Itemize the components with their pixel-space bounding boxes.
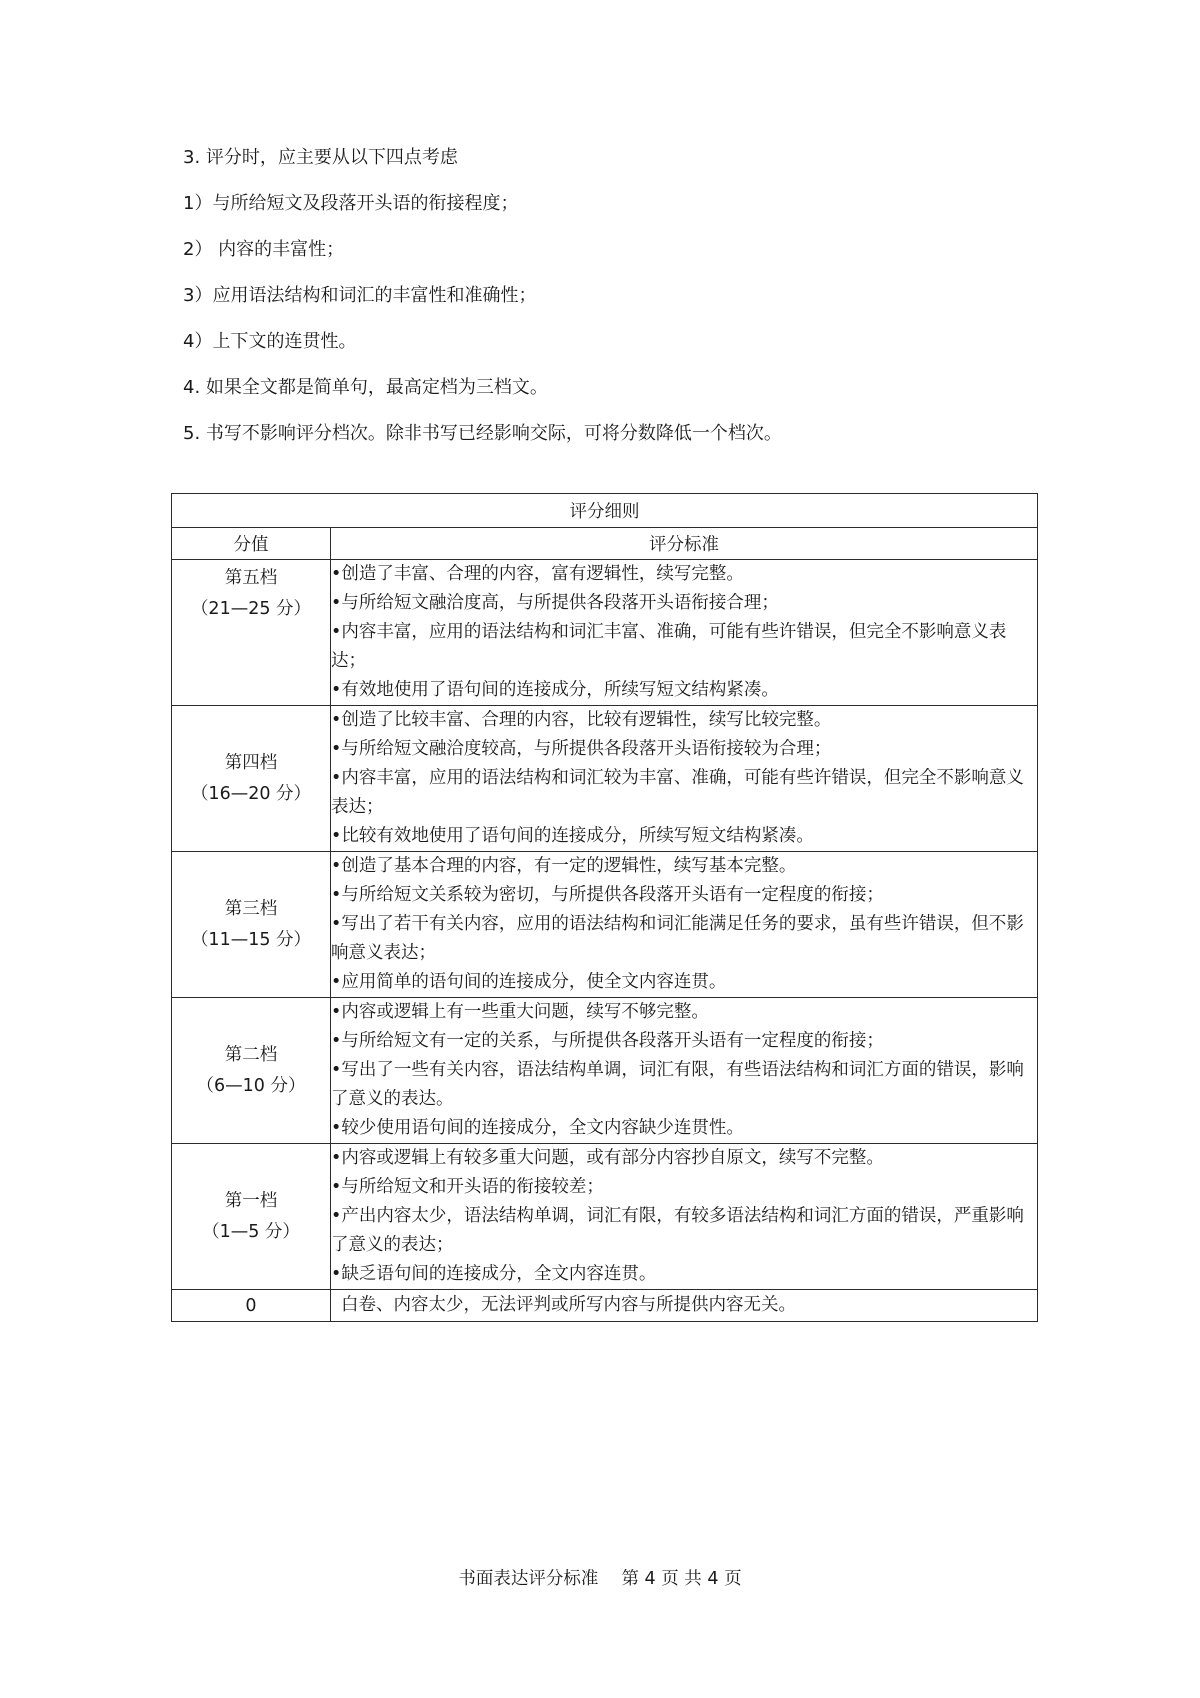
criterion-item: •有效地使用了语句间的连接成分，所续写短文结构紧凑。 [331, 680, 779, 700]
page-footer: 书面表达评分标准 第 4 页 共 4 页 [458, 1569, 742, 1589]
rule-line: 1）与所给短文及段落开头语的衔接程度； [183, 193, 519, 214]
criteria-cell [331, 560, 1038, 706]
criterion-item: •较少使用语句间的连接成分，全文内容缺少连贯性。 [331, 1118, 744, 1138]
criterion-item: •与所给短文和开头语的衔接较差； [331, 1177, 604, 1197]
criterion-item: •写出了一些有关内容，语法结构单调，词汇有限，有些语法结构和词汇方面的错误，影响了意义的表达。 [331, 1060, 1024, 1109]
rule-line: 4. 如果全文都是简单句，最高定档为三档文。 [183, 377, 548, 398]
table-row [172, 560, 1038, 706]
criterion-item: •比较有效地使用了语句间的连接成分，所续写短文结构紧凑。 [331, 826, 814, 846]
grade-name: 第一档 [224, 1190, 278, 1211]
criteria-cell [331, 706, 1038, 852]
criterion-item: •内容或逻辑上有较多重大问题，或有部分内容抄自原文，续写不完整。 [331, 1148, 884, 1168]
rule-line: 4）上下文的连贯性。 [183, 331, 357, 352]
grade-range: （16—20 分） [190, 783, 312, 804]
criterion-item: •与所给短文融洽度高，与所提供各段落开头语衔接合理； [331, 593, 779, 613]
scoring-notes [183, 145, 1083, 467]
table-caption: 评分细则 [172, 494, 1038, 528]
grade-name: 第二档 [224, 1044, 278, 1065]
rule-line: 3. 评分时，应主要从以下四点考虑 [183, 147, 458, 168]
criterion-item: •创造了丰富、合理的内容，富有逻辑性，续写完整。 [331, 564, 744, 584]
criteria-cell [331, 852, 1038, 998]
criterion-item: •与所给短文融洽度较高，与所提供各段落开头语衔接较为合理； [331, 739, 832, 759]
grade-name: 第四档 [224, 752, 278, 773]
zero-score-cell: 0 [172, 1290, 331, 1322]
rule-line: 5. 书写不影响评分档次。除非书写已经影响交际，可将分数降低一个档次。 [183, 423, 782, 444]
table-row [172, 1144, 1038, 1290]
grade-name: 第五档 [224, 568, 278, 588]
grade-cell [172, 1144, 331, 1290]
grade-cell [172, 998, 331, 1144]
table-row [172, 1290, 1038, 1322]
criteria-cell [331, 1144, 1038, 1290]
criterion-item: •缺乏语句间的连接成分，全文内容连贯。 [331, 1264, 657, 1284]
table-row [172, 998, 1038, 1144]
grade-cell [172, 560, 331, 706]
criteria-cell [331, 998, 1038, 1144]
criterion-item: •创造了比较丰富、合理的内容，比较有逻辑性，续写比较完整。 [331, 710, 832, 730]
zero-criteria-text: 白卷、内容太少，无法评判或所写内容与所提供内容无关。 [341, 1295, 796, 1315]
grade-cell [172, 706, 331, 852]
table-row [172, 852, 1038, 998]
grade-range: （21—25 分） [190, 599, 312, 619]
table-row [172, 706, 1038, 852]
score-column-header: 分值 [172, 528, 331, 560]
criterion-item: •创造了基本合理的内容，有一定的逻辑性，续写基本完整。 [331, 856, 797, 876]
criterion-item: •写出了若干有关内容，应用的语法结构和词汇能满足任务的要求，虽有些许错误，但不影响意义表达； [331, 914, 1024, 963]
criterion-item: •内容丰富，应用的语法结构和词汇较为丰富、准确，可能有些许错误，但完全不影响意义表达； [331, 768, 1024, 817]
criterion-item: •产出内容太少，语法结构单调，词汇有限，有较多语法结构和词汇方面的错误，严重影响了意义的表达； [331, 1206, 1024, 1255]
criterion-item: •与所给短文关系较为密切，与所提供各段落开头语有一定程度的衔接； [331, 885, 884, 905]
rule-line: 3）应用语法结构和词汇的丰富性和准确性； [183, 285, 537, 306]
table-caption-row [172, 494, 1038, 528]
grade-range: （11—15 分） [190, 929, 312, 950]
criteria-column-header: 评分标准 [331, 528, 1038, 560]
criterion-item: •内容丰富，应用的语法结构和词汇丰富、准确，可能有些许错误，但完全不影响意义表达； [331, 622, 1007, 671]
criterion-item: •与所给短文有一定的关系，与所提供各段落开头语有一定程度的衔接； [331, 1031, 884, 1051]
grade-cell [172, 852, 331, 998]
grade-range: （6—10 分） [196, 1075, 306, 1096]
criterion-item: •应用简单的语句间的连接成分，使全文内容连贯。 [331, 972, 727, 992]
rule-line: 2） 内容的丰富性； [183, 239, 345, 260]
zero-criteria-cell [331, 1290, 1038, 1322]
grade-range: （1—5 分） [202, 1221, 300, 1242]
grading-table [171, 493, 1038, 1322]
table-header-row [172, 528, 1038, 560]
criterion-item: •内容或逻辑上有一些重大问题，续写不够完整。 [331, 1002, 709, 1022]
grade-name: 第三档 [224, 898, 278, 919]
